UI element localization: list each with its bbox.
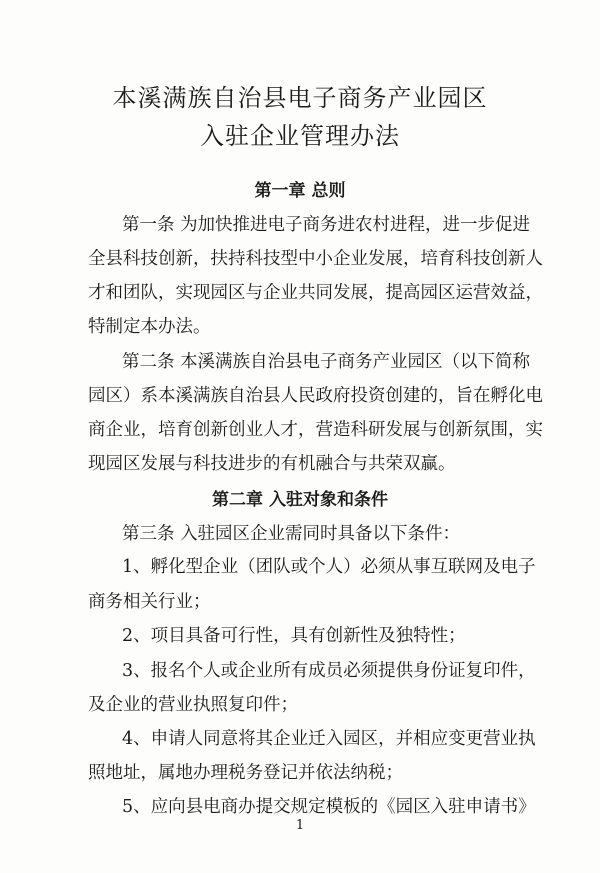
article-2-line: 第二条 本溪满族自治县电子商务产业园区（以下简称 — [122, 352, 531, 372]
page-number: 1 — [295, 818, 305, 833]
chapter-1-heading: 第一章 总则 — [254, 181, 346, 201]
article-2-line: 商企业，培育创新创业人才，营造科研发展与创新氛围，实 — [88, 420, 543, 440]
condition-item-2: 2、项目具备可行性，具有创新性及独特性； — [122, 626, 466, 646]
condition-line: 3、报名个人或企业所有成员必须提供身份证复印件， — [122, 661, 536, 681]
condition-line: 及企业的营业执照复印件； — [88, 695, 298, 715]
document-title-line-1: 本溪满族自治县电子商务产业园区 — [112, 84, 488, 112]
article-1-line: 才和团队，实现园区与企业共同发展，提高园区运营效益， — [88, 283, 543, 303]
condition-line: 商务相关行业； — [88, 592, 211, 612]
article-1-line: 第一条 为加快推进电子商务进农村进程，进一步促进 — [122, 215, 531, 235]
condition-line: 照地址，属地办理税务登记并依法纳税； — [88, 763, 403, 783]
document-title-line-2: 入驻企业管理办法 — [200, 122, 400, 150]
condition-line: 4、申请人同意将其企业迁入园区，并相应变更营业执 — [122, 729, 536, 749]
condition-item-5: 5、应向县电商办提交规定模板的《园区入驻申请书》 — [122, 797, 536, 817]
article-1-line: 全县科技创新，扶持科技型中小企业发展，培育科技创新人 — [88, 249, 543, 269]
article-2-line: 现园区发展与科技进步的有机融合与共荣双赢。 — [88, 454, 456, 474]
condition-line: 1、孵化型企业（团队或个人）必须从事互联网及电子 — [122, 557, 536, 577]
article-2-line: 园区）系本溪满族自治县人民政府投资创建的，旨在孵化电 — [88, 386, 543, 406]
chapter-2-heading: 第二章 入驻对象和条件 — [212, 490, 388, 510]
article-1-line: 特制定本办法。 — [88, 317, 211, 337]
article-3: 第三条 入驻园区企业需同时具备以下条件： — [122, 524, 461, 544]
